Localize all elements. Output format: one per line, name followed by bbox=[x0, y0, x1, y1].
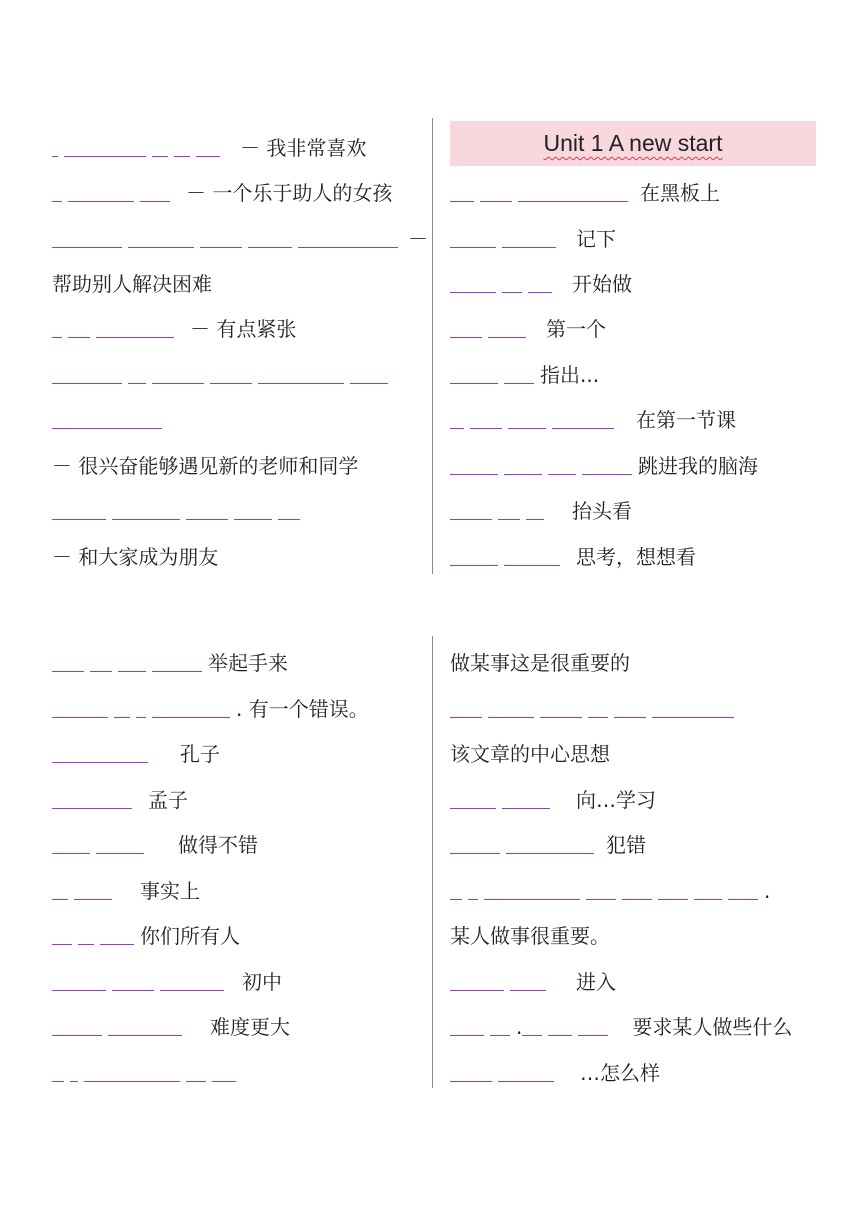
bottom-column-divider bbox=[432, 636, 433, 1088]
answer-blank[interactable] bbox=[528, 292, 552, 293]
list-item bbox=[52, 964, 282, 994]
answer-blank[interactable] bbox=[490, 1035, 510, 1036]
answer-blank[interactable] bbox=[450, 428, 464, 429]
item-text: 做某事这是很重要的 bbox=[450, 651, 630, 675]
answer-blank[interactable] bbox=[298, 247, 398, 248]
answer-blank[interactable] bbox=[450, 201, 474, 202]
answer-blank[interactable] bbox=[502, 247, 556, 248]
answer-blank[interactable] bbox=[578, 1035, 608, 1036]
answer-blank[interactable] bbox=[450, 565, 498, 566]
item-text: 抬头看 bbox=[572, 499, 632, 523]
list-item bbox=[450, 266, 632, 296]
answer-blank[interactable] bbox=[96, 853, 144, 854]
answer-blank[interactable] bbox=[508, 428, 546, 429]
item-text: 帮助别人解决困难 bbox=[52, 272, 212, 296]
answer-blank[interactable] bbox=[450, 247, 496, 248]
answer-blank[interactable] bbox=[450, 899, 462, 900]
list-item bbox=[52, 539, 218, 569]
answer-blank[interactable] bbox=[510, 990, 546, 991]
item-text: . bbox=[764, 879, 771, 903]
item-text: . bbox=[516, 1015, 523, 1039]
answer-blank[interactable] bbox=[186, 519, 228, 520]
item-text: － 我非常喜欢 bbox=[240, 136, 367, 160]
answer-blank[interactable] bbox=[200, 247, 242, 248]
top-column-divider bbox=[432, 118, 433, 574]
answer-blank[interactable] bbox=[78, 944, 94, 945]
list-item bbox=[450, 782, 656, 812]
list-item bbox=[450, 918, 610, 948]
item-text: 难度更大 bbox=[210, 1015, 290, 1039]
item-text: …怎么样 bbox=[580, 1061, 660, 1085]
answer-blank[interactable] bbox=[128, 247, 194, 248]
answer-blank[interactable] bbox=[112, 990, 154, 991]
item-text: 初中 bbox=[242, 970, 282, 994]
answer-blank[interactable] bbox=[128, 383, 146, 384]
answer-blank[interactable] bbox=[694, 899, 722, 900]
list-item bbox=[450, 1055, 660, 1085]
item-text: 进入 bbox=[576, 970, 616, 994]
answer-blank[interactable] bbox=[152, 156, 168, 157]
list-item bbox=[52, 402, 168, 432]
answer-blank[interactable] bbox=[582, 474, 632, 475]
answer-blank[interactable] bbox=[470, 428, 502, 429]
answer-blank[interactable] bbox=[114, 717, 130, 718]
answer-blank[interactable] bbox=[278, 519, 300, 520]
answer-blank[interactable] bbox=[84, 1081, 180, 1082]
item-text: 事实上 bbox=[140, 879, 200, 903]
answer-blank[interactable] bbox=[52, 717, 108, 718]
list-item bbox=[450, 736, 610, 766]
answer-blank[interactable] bbox=[504, 565, 560, 566]
list-item bbox=[52, 1055, 242, 1085]
answer-blank[interactable] bbox=[212, 1081, 236, 1082]
item-text: 思考，想想看 bbox=[576, 545, 696, 569]
answer-blank[interactable] bbox=[258, 383, 344, 384]
answer-blank[interactable] bbox=[152, 383, 204, 384]
answer-blank[interactable] bbox=[136, 717, 146, 718]
list-item bbox=[52, 493, 306, 523]
answer-blank[interactable] bbox=[52, 428, 162, 429]
answer-blank[interactable] bbox=[588, 717, 608, 718]
answer-blank[interactable] bbox=[52, 944, 72, 945]
list-item bbox=[52, 918, 240, 948]
answer-blank[interactable] bbox=[548, 474, 576, 475]
answer-blank[interactable] bbox=[450, 1081, 492, 1082]
list-item bbox=[450, 873, 770, 903]
list-item bbox=[52, 266, 212, 296]
list-item bbox=[450, 493, 632, 523]
answer-blank[interactable] bbox=[68, 337, 90, 338]
item-text: 你们所有人 bbox=[140, 924, 240, 948]
answer-blank[interactable] bbox=[450, 292, 496, 293]
answer-blank[interactable] bbox=[450, 717, 482, 718]
answer-blank[interactable] bbox=[614, 717, 646, 718]
answer-blank[interactable] bbox=[498, 1081, 554, 1082]
answer-blank[interactable] bbox=[450, 853, 500, 854]
answer-blank[interactable] bbox=[488, 337, 526, 338]
answer-blank[interactable] bbox=[504, 474, 542, 475]
item-text: 第一个 bbox=[546, 317, 606, 341]
list-item bbox=[450, 827, 646, 857]
answer-blank[interactable] bbox=[186, 1081, 206, 1082]
item-text: 做得不错 bbox=[178, 833, 258, 857]
answer-blank[interactable] bbox=[540, 717, 582, 718]
answer-blank[interactable] bbox=[526, 519, 544, 520]
answer-blank[interactable] bbox=[506, 853, 594, 854]
answer-blank[interactable] bbox=[152, 717, 230, 718]
answer-blank[interactable] bbox=[498, 519, 520, 520]
item-text: 指出... bbox=[540, 363, 600, 387]
answer-blank[interactable] bbox=[64, 156, 146, 157]
list-item bbox=[450, 539, 696, 569]
list-item bbox=[52, 736, 220, 766]
answer-blank[interactable] bbox=[484, 899, 580, 900]
answer-blank[interactable] bbox=[652, 717, 734, 718]
item-text: 孟子 bbox=[148, 788, 188, 812]
list-item bbox=[450, 448, 758, 478]
answer-blank[interactable] bbox=[140, 201, 170, 202]
list-item bbox=[52, 873, 200, 903]
item-text: － 一个乐于助人的女孩 bbox=[186, 181, 393, 205]
item-text: 跳进我的脑海 bbox=[638, 454, 758, 478]
item-text: 在黑板上 bbox=[640, 181, 720, 205]
list-item bbox=[450, 221, 616, 251]
answer-blank[interactable] bbox=[52, 762, 148, 763]
answer-blank[interactable] bbox=[52, 1035, 102, 1036]
answer-blank[interactable] bbox=[548, 1035, 572, 1036]
answer-blank[interactable] bbox=[622, 899, 652, 900]
answer-blank[interactable] bbox=[196, 156, 220, 157]
answer-blank[interactable] bbox=[70, 1081, 78, 1082]
list-item bbox=[52, 782, 188, 812]
answer-blank[interactable] bbox=[502, 292, 522, 293]
list-item bbox=[450, 964, 616, 994]
answer-blank[interactable] bbox=[96, 337, 174, 338]
answer-blank[interactable] bbox=[450, 337, 482, 338]
answer-blank[interactable] bbox=[52, 247, 122, 248]
answer-blank[interactable] bbox=[234, 519, 272, 520]
item-text: － 和大家成为朋友 bbox=[52, 545, 219, 569]
answer-blank[interactable] bbox=[480, 201, 512, 202]
list-item bbox=[52, 357, 394, 387]
list-item bbox=[450, 311, 606, 341]
unit-title: Unit 1 A new start bbox=[543, 130, 723, 156]
answer-blank[interactable] bbox=[52, 671, 84, 672]
answer-blank[interactable] bbox=[74, 899, 112, 900]
answer-blank[interactable] bbox=[52, 383, 122, 384]
answer-blank[interactable] bbox=[488, 717, 534, 718]
answer-blank[interactable] bbox=[502, 808, 550, 809]
list-item bbox=[52, 1009, 290, 1039]
list-item bbox=[52, 311, 296, 341]
answer-blank[interactable] bbox=[112, 519, 180, 520]
answer-blank[interactable] bbox=[450, 474, 498, 475]
answer-blank[interactable] bbox=[468, 899, 478, 900]
answer-blank[interactable] bbox=[52, 853, 90, 854]
item-text: 举起手来 bbox=[208, 651, 288, 675]
item-text: . 有一个错误。 bbox=[236, 697, 369, 721]
answer-blank[interactable] bbox=[52, 990, 106, 991]
answer-blank[interactable] bbox=[248, 247, 292, 248]
list-item bbox=[450, 1009, 792, 1039]
answer-blank[interactable] bbox=[518, 201, 628, 202]
list-item bbox=[450, 402, 736, 432]
answer-blank[interactable] bbox=[450, 519, 492, 520]
item-text: － bbox=[408, 227, 428, 251]
answer-blank[interactable] bbox=[450, 808, 496, 809]
answer-blank[interactable] bbox=[586, 899, 616, 900]
list-item bbox=[450, 691, 740, 721]
item-text: 向…学习 bbox=[576, 788, 656, 812]
answer-blank[interactable] bbox=[52, 519, 106, 520]
answer-blank[interactable] bbox=[728, 899, 758, 900]
list-item bbox=[450, 175, 720, 205]
list-item bbox=[52, 221, 428, 251]
answer-blank[interactable] bbox=[450, 383, 498, 384]
answer-blank[interactable] bbox=[450, 1035, 484, 1036]
list-item bbox=[52, 175, 392, 205]
list-item bbox=[52, 827, 258, 857]
item-text: 在第一节课 bbox=[636, 408, 736, 432]
answer-blank[interactable] bbox=[68, 201, 134, 202]
item-text: 某人做事很重要。 bbox=[450, 924, 610, 948]
list-item bbox=[52, 130, 366, 160]
answer-blank[interactable] bbox=[174, 156, 190, 157]
item-text: 犯错 bbox=[606, 833, 646, 857]
item-text: － 很兴奋能够遇见新的老师和同学 bbox=[52, 454, 359, 478]
answer-blank[interactable] bbox=[522, 1035, 542, 1036]
answer-blank[interactable] bbox=[160, 990, 224, 991]
answer-blank[interactable] bbox=[658, 899, 688, 900]
item-text: 要求某人做些什么 bbox=[632, 1015, 793, 1039]
answer-blank[interactable] bbox=[52, 1081, 64, 1082]
answer-blank[interactable] bbox=[108, 1035, 182, 1036]
answer-blank[interactable] bbox=[52, 156, 58, 157]
answer-blank[interactable] bbox=[350, 383, 388, 384]
list-item bbox=[450, 645, 630, 675]
item-text: 记下 bbox=[576, 227, 616, 251]
answer-blank[interactable] bbox=[52, 899, 68, 900]
answer-blank[interactable] bbox=[450, 990, 504, 991]
item-text: － 有点紧张 bbox=[190, 317, 297, 341]
unit-title-box bbox=[450, 121, 816, 166]
answer-blank[interactable] bbox=[52, 337, 62, 338]
answer-blank[interactable] bbox=[90, 671, 112, 672]
list-item bbox=[52, 448, 358, 478]
answer-blank[interactable] bbox=[52, 201, 62, 202]
answer-blank[interactable] bbox=[52, 808, 132, 809]
answer-blank[interactable] bbox=[210, 383, 252, 384]
answer-blank[interactable] bbox=[504, 383, 534, 384]
list-item bbox=[52, 691, 369, 721]
answer-blank[interactable] bbox=[118, 671, 146, 672]
item-text: 孔子 bbox=[180, 742, 220, 766]
item-text: 该文章的中心思想 bbox=[450, 742, 610, 766]
answer-blank[interactable] bbox=[552, 428, 614, 429]
list-item bbox=[52, 645, 288, 675]
answer-blank[interactable] bbox=[100, 944, 134, 945]
list-item bbox=[450, 357, 599, 387]
item-text: 开始做 bbox=[572, 272, 632, 296]
answer-blank[interactable] bbox=[152, 671, 202, 672]
